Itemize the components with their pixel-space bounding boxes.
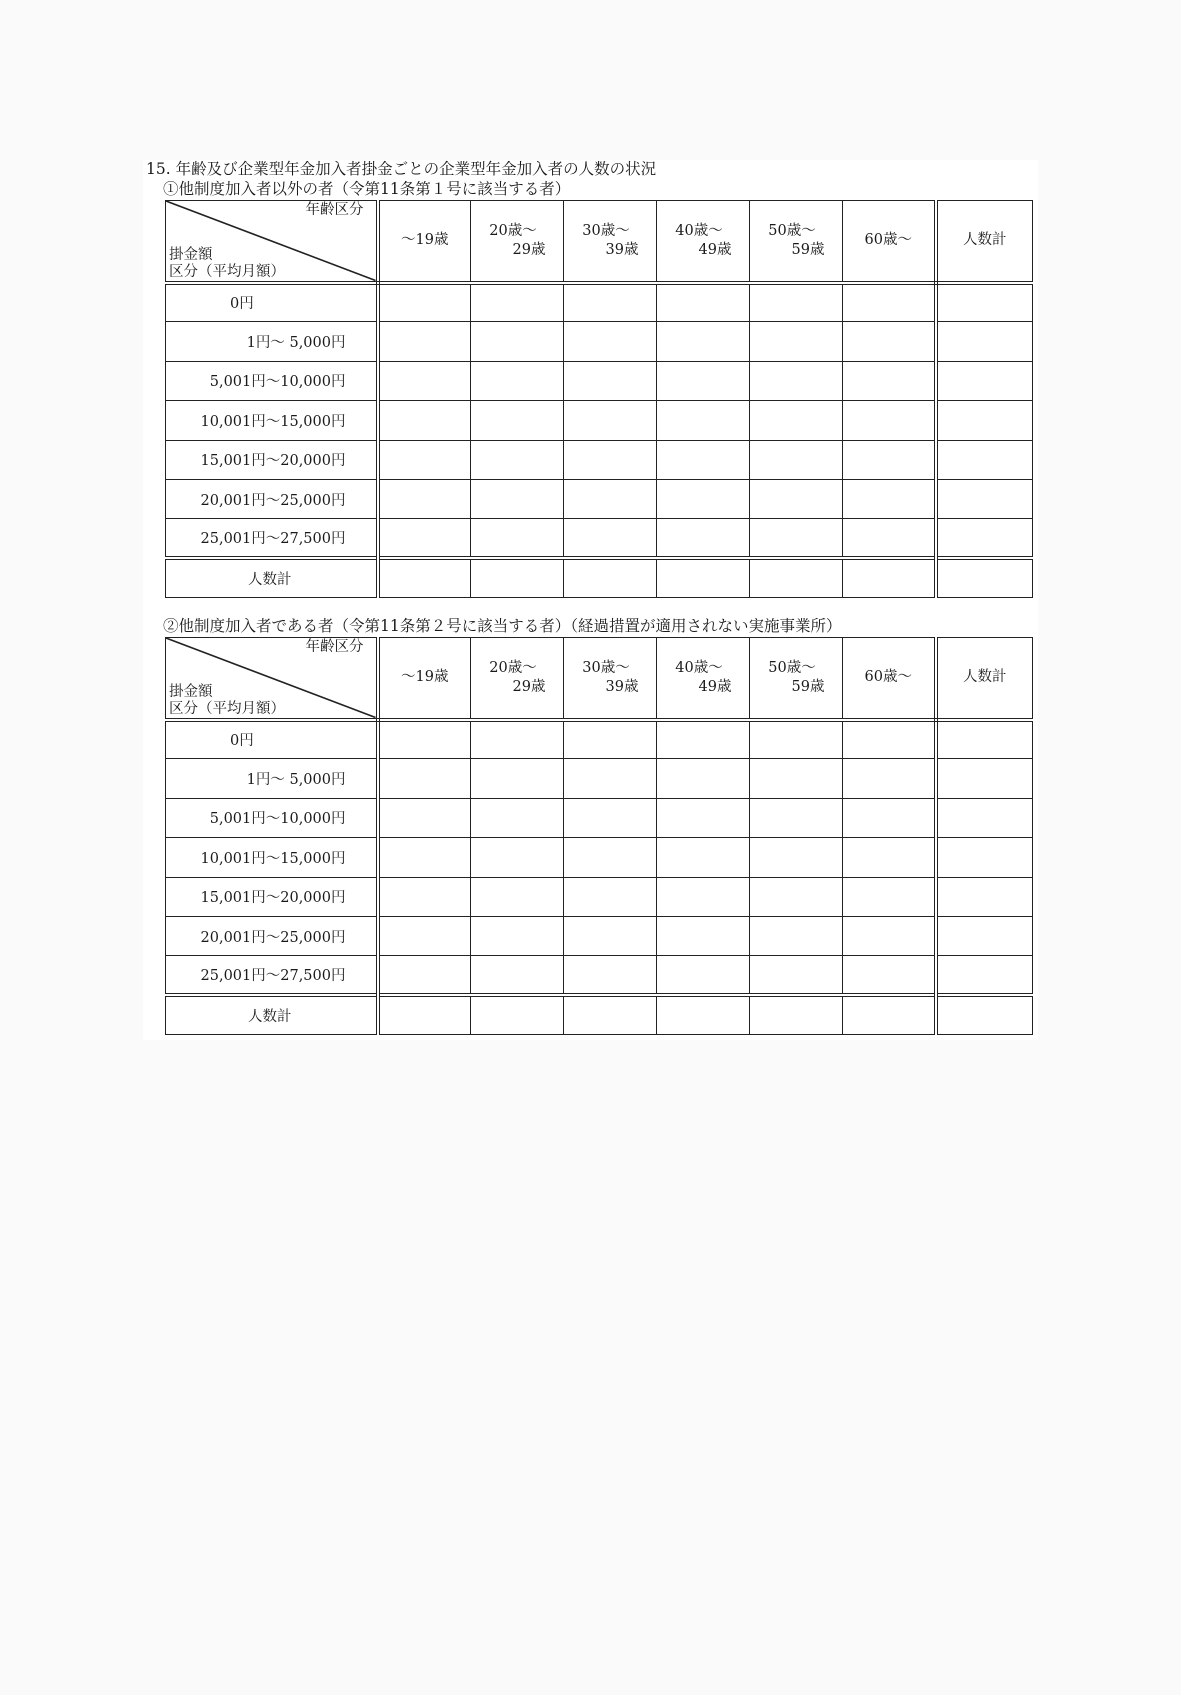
count-cell[interactable]	[657, 759, 750, 798]
count-cell[interactable]	[564, 916, 657, 955]
count-cell[interactable]	[471, 361, 564, 400]
table-row	[166, 956, 1033, 995]
count-cell[interactable]	[471, 440, 564, 479]
age-range-label: 人数計	[963, 669, 1007, 686]
monthly-average-label: 区分（平均月額）	[169, 264, 285, 280]
count-cell[interactable]	[564, 720, 657, 759]
age-to-label: 59歳	[791, 241, 825, 258]
total-cell[interactable]	[936, 798, 1033, 837]
count-cell[interactable]	[378, 916, 471, 955]
table-2-subtitle: ②他制度加入者である者（令第11条第２号に該当する者）（経過措置が適用されない実施事業所）	[163, 617, 842, 635]
age-to-label: 49歳	[698, 241, 732, 258]
count-cell[interactable]	[471, 558, 564, 597]
count-cell[interactable]	[750, 877, 843, 916]
count-cell[interactable]	[750, 361, 843, 400]
table-row	[166, 759, 1033, 798]
table-row	[166, 361, 1033, 400]
count-cell[interactable]	[564, 759, 657, 798]
age-to-label: 39歳	[605, 241, 639, 258]
count-cell[interactable]	[471, 956, 564, 995]
age-from-label: 40歳～	[675, 659, 723, 676]
age-range-label: 人数計	[963, 232, 1007, 249]
count-cell[interactable]	[843, 519, 936, 558]
count-cell[interactable]	[750, 519, 843, 558]
count-cell[interactable]	[657, 322, 750, 361]
total-cell[interactable]	[936, 759, 1033, 798]
count-cell[interactable]	[471, 479, 564, 518]
total-row-label: 人数計	[166, 995, 378, 1034]
total-cell[interactable]	[936, 440, 1033, 479]
age-to-label: 49歳	[698, 678, 732, 695]
total-column-header	[936, 638, 1033, 720]
count-cell[interactable]	[378, 361, 471, 400]
count-cell[interactable]	[471, 995, 564, 1034]
total-cell[interactable]	[936, 995, 1033, 1034]
corner-header-cell	[166, 201, 378, 283]
age-column-header	[843, 201, 936, 283]
count-cell[interactable]	[471, 838, 564, 877]
count-cell[interactable]	[564, 479, 657, 518]
age-column-header	[564, 201, 657, 283]
table-row	[166, 838, 1033, 877]
age-column-header	[564, 638, 657, 720]
count-cell[interactable]	[843, 759, 936, 798]
contribution-range-label: 0円	[166, 283, 378, 322]
count-cell[interactable]	[750, 759, 843, 798]
count-cell[interactable]	[471, 519, 564, 558]
count-cell[interactable]	[843, 798, 936, 837]
count-cell[interactable]	[471, 798, 564, 837]
contribution-range-label: 1円～ 5,000円	[166, 759, 378, 798]
count-cell[interactable]	[564, 519, 657, 558]
monthly-average-label: 区分（平均月額）	[169, 701, 285, 717]
contribution-range-label: 25,001円～27,500円	[166, 956, 378, 995]
count-cell[interactable]	[378, 479, 471, 518]
count-cell[interactable]	[564, 956, 657, 995]
total-row	[166, 995, 1033, 1034]
contribution-range-label: 10,001円～15,000円	[166, 838, 378, 877]
count-cell[interactable]	[564, 798, 657, 837]
count-cell[interactable]	[564, 361, 657, 400]
count-cell[interactable]	[657, 916, 750, 955]
count-cell[interactable]	[564, 995, 657, 1034]
count-cell[interactable]	[750, 720, 843, 759]
count-cell[interactable]	[378, 283, 471, 322]
count-cell[interactable]	[564, 283, 657, 322]
count-cell[interactable]	[843, 322, 936, 361]
age-range-label: 60歳～	[864, 232, 912, 249]
total-cell[interactable]	[936, 479, 1033, 518]
count-cell[interactable]	[750, 798, 843, 837]
count-cell[interactable]	[843, 956, 936, 995]
count-cell[interactable]	[378, 877, 471, 916]
contribution-range-label: 20,001円～25,000円	[166, 479, 378, 518]
count-cell[interactable]	[564, 838, 657, 877]
count-cell[interactable]	[378, 519, 471, 558]
age-from-label: 50歳～	[768, 222, 816, 239]
contribution-range-label: 20,001円～25,000円	[166, 916, 378, 955]
count-cell[interactable]	[843, 361, 936, 400]
table-row	[166, 479, 1033, 518]
contribution-range-label: 10,001円～15,000円	[166, 401, 378, 440]
total-cell[interactable]	[936, 956, 1033, 995]
table-row	[166, 519, 1033, 558]
contribution-range-label: 5,001円～10,000円	[166, 798, 378, 837]
age-to-label: 29歳	[512, 241, 546, 258]
count-cell[interactable]	[843, 720, 936, 759]
count-cell[interactable]	[657, 798, 750, 837]
document-title: 15. 年齢及び企業型年金加入者掛金ごとの企業型年金加入者の人数の状況	[146, 160, 657, 178]
count-cell[interactable]	[750, 401, 843, 440]
age-column-header	[750, 201, 843, 283]
count-cell[interactable]	[657, 519, 750, 558]
count-cell[interactable]	[657, 877, 750, 916]
total-cell[interactable]	[936, 720, 1033, 759]
age-range-label: ～19歳	[401, 669, 449, 686]
age-division-label: 年齢区分	[305, 202, 364, 218]
total-column-header	[936, 201, 1033, 283]
corner-header-cell	[166, 638, 378, 720]
age-column-header	[843, 638, 936, 720]
age-from-label: 30歳～	[582, 222, 630, 239]
contribution-range-label: 15,001円～20,000円	[166, 877, 378, 916]
count-cell[interactable]	[378, 838, 471, 877]
count-cell[interactable]	[471, 916, 564, 955]
age-division-label: 年齢区分	[305, 639, 364, 655]
table-row	[166, 401, 1033, 440]
age-column-header	[471, 201, 564, 283]
count-cell[interactable]	[750, 283, 843, 322]
count-cell[interactable]	[657, 283, 750, 322]
age-column-header	[378, 638, 471, 720]
count-cell[interactable]	[657, 401, 750, 440]
count-cell[interactable]	[378, 440, 471, 479]
age-range-label: 60歳～	[864, 669, 912, 686]
total-cell[interactable]	[936, 401, 1033, 440]
contribution-range-label: 1円～ 5,000円	[166, 322, 378, 361]
header-row	[166, 201, 1033, 283]
table-row	[166, 877, 1033, 916]
count-cell[interactable]	[843, 440, 936, 479]
count-cell[interactable]	[657, 361, 750, 400]
count-cell[interactable]	[843, 838, 936, 877]
total-cell[interactable]	[936, 838, 1033, 877]
table-row	[166, 440, 1033, 479]
age-column-header	[657, 638, 750, 720]
age-to-label: 59歳	[791, 678, 825, 695]
total-cell[interactable]	[936, 519, 1033, 558]
count-cell[interactable]	[750, 479, 843, 518]
age-from-label: 30歳～	[582, 659, 630, 676]
contribution-range-label: 0円	[166, 720, 378, 759]
count-cell[interactable]	[564, 440, 657, 479]
count-cell[interactable]	[564, 877, 657, 916]
total-cell[interactable]	[936, 283, 1033, 322]
count-cell[interactable]	[471, 322, 564, 361]
age-from-label: 20歳～	[489, 222, 537, 239]
count-cell[interactable]	[843, 479, 936, 518]
count-cell[interactable]	[378, 322, 471, 361]
count-cell[interactable]	[657, 838, 750, 877]
contribution-age-table-1	[165, 200, 1033, 598]
age-column-header	[657, 201, 750, 283]
contribution-age-table-2	[165, 637, 1033, 1035]
age-from-label: 40歳～	[675, 222, 723, 239]
count-cell[interactable]	[378, 995, 471, 1034]
count-cell[interactable]	[843, 877, 936, 916]
count-cell[interactable]	[750, 838, 843, 877]
age-column-header	[378, 201, 471, 283]
count-cell[interactable]	[564, 558, 657, 597]
age-to-label: 29歳	[512, 678, 546, 695]
total-row	[166, 558, 1033, 597]
table-row	[166, 916, 1033, 955]
table-row	[166, 720, 1033, 759]
contribution-amount-label: 掛金額	[169, 247, 213, 263]
count-cell[interactable]	[564, 401, 657, 440]
table-row	[166, 283, 1033, 322]
count-cell[interactable]	[657, 479, 750, 518]
age-from-label: 50歳～	[768, 659, 816, 676]
count-cell[interactable]	[378, 720, 471, 759]
count-cell[interactable]	[564, 322, 657, 361]
table-1-subtitle: ①他制度加入者以外の者（令第11条第１号に該当する者）	[163, 180, 571, 198]
count-cell[interactable]	[843, 283, 936, 322]
total-cell[interactable]	[936, 558, 1033, 597]
total-cell[interactable]	[936, 361, 1033, 400]
header-row	[166, 638, 1033, 720]
age-from-label: 20歳～	[489, 659, 537, 676]
count-cell[interactable]	[471, 401, 564, 440]
total-cell[interactable]	[936, 877, 1033, 916]
count-cell[interactable]	[378, 401, 471, 440]
total-cell[interactable]	[936, 322, 1033, 361]
count-cell[interactable]	[843, 916, 936, 955]
contribution-range-label: 5,001円～10,000円	[166, 361, 378, 400]
age-column-header	[471, 638, 564, 720]
count-cell[interactable]	[471, 759, 564, 798]
table-row	[166, 322, 1033, 361]
contribution-range-label: 25,001円～27,500円	[166, 519, 378, 558]
count-cell[interactable]	[750, 916, 843, 955]
count-cell[interactable]	[657, 558, 750, 597]
count-cell[interactable]	[378, 759, 471, 798]
count-cell[interactable]	[843, 995, 936, 1034]
table-row	[166, 798, 1033, 837]
count-cell[interactable]	[657, 956, 750, 995]
count-cell[interactable]	[657, 995, 750, 1034]
total-row-label: 人数計	[166, 558, 378, 597]
age-range-label: ～19歳	[401, 232, 449, 249]
count-cell[interactable]	[750, 995, 843, 1034]
count-cell[interactable]	[843, 401, 936, 440]
count-cell[interactable]	[471, 283, 564, 322]
contribution-range-label: 15,001円～20,000円	[166, 440, 378, 479]
count-cell[interactable]	[471, 877, 564, 916]
count-cell[interactable]	[378, 558, 471, 597]
count-cell[interactable]	[750, 322, 843, 361]
age-column-header	[750, 638, 843, 720]
count-cell[interactable]	[657, 440, 750, 479]
count-cell[interactable]	[378, 956, 471, 995]
total-cell[interactable]	[936, 916, 1033, 955]
count-cell[interactable]	[750, 956, 843, 995]
count-cell[interactable]	[750, 440, 843, 479]
count-cell[interactable]	[378, 798, 471, 837]
count-cell[interactable]	[471, 720, 564, 759]
count-cell[interactable]	[750, 558, 843, 597]
count-cell[interactable]	[843, 558, 936, 597]
count-cell[interactable]	[657, 720, 750, 759]
age-to-label: 39歳	[605, 678, 639, 695]
contribution-amount-label: 掛金額	[169, 684, 213, 700]
